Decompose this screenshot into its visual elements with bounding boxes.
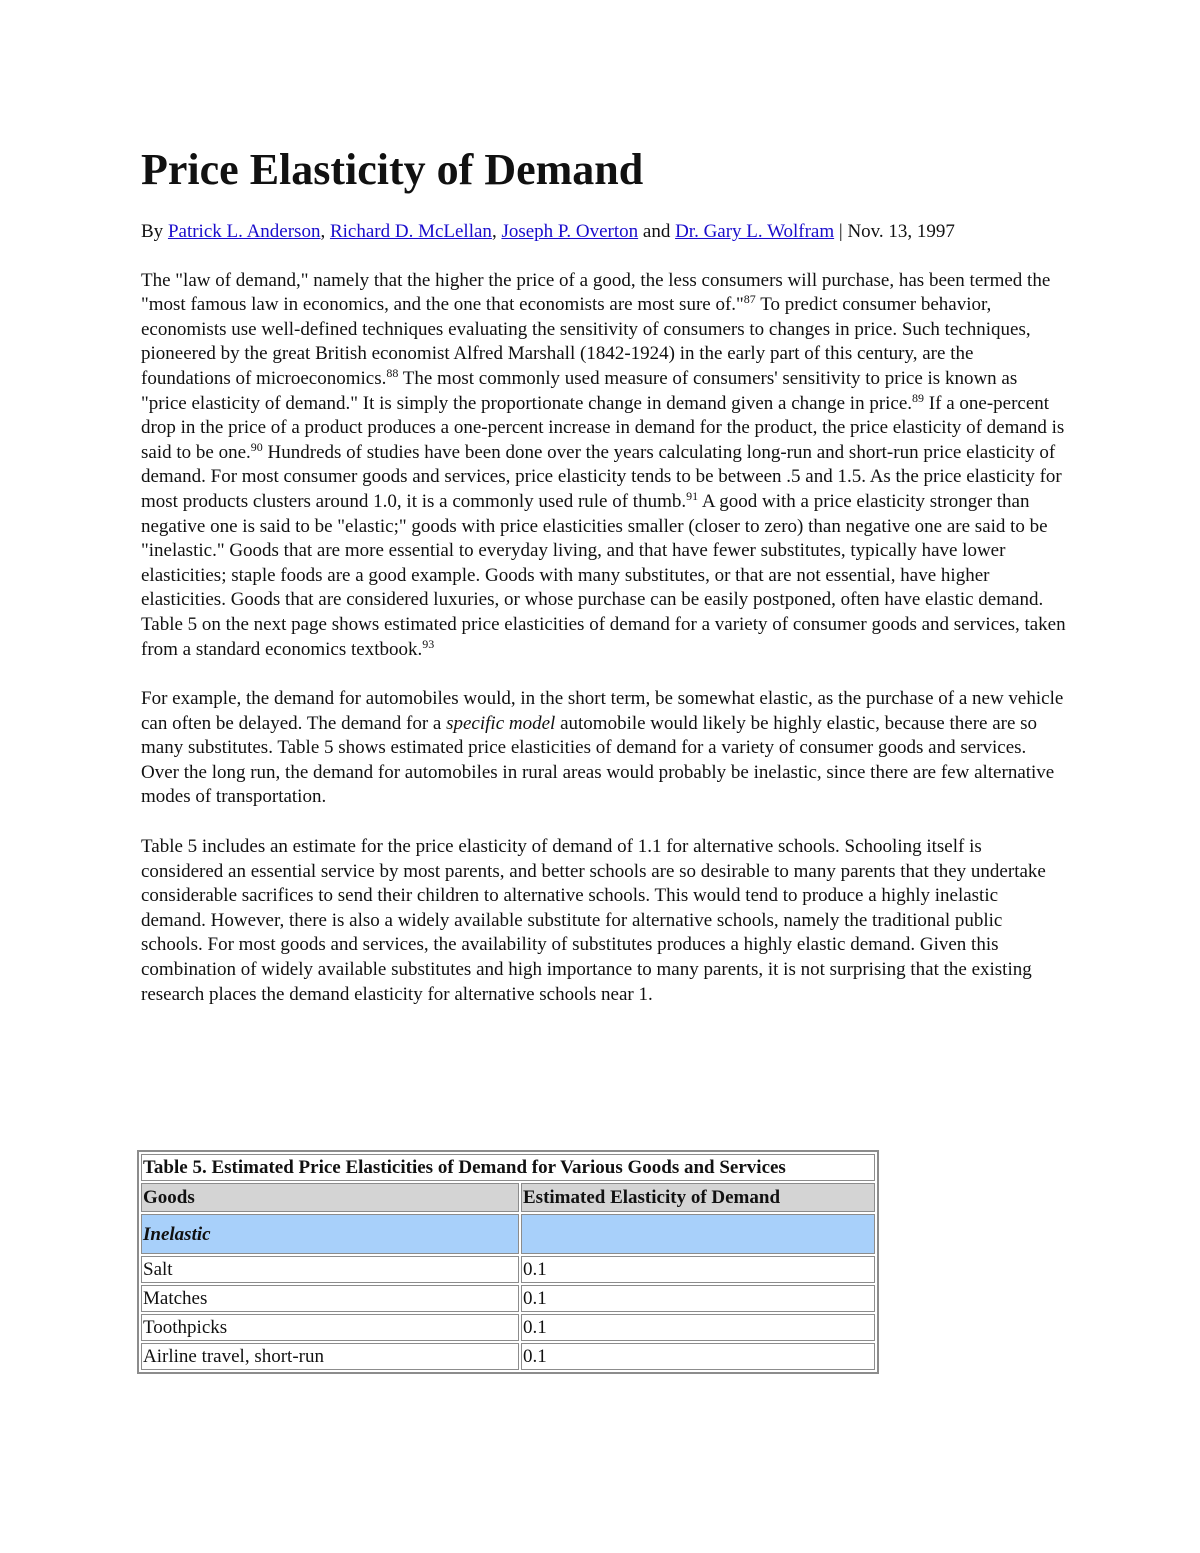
byline (141, 220, 1066, 245)
cell-good: Airline travel, short-run (141, 1343, 519, 1370)
footnote-ref: 91 (686, 488, 699, 503)
footnote-ref: 87 (743, 292, 756, 307)
byline-separator: , (320, 221, 326, 242)
footnote-ref: 88 (386, 365, 399, 380)
table-row (141, 1256, 875, 1283)
emphasis-text: specific model (446, 712, 556, 734)
paragraph-text: automobile would likely be highly elastic, because there are so many substitutes. Table 5 shows estimated price elasticities of demand for a variety of consumer goods and services. Over the long run, the demand for automobiles in rural areas would probably be inelastic, since there are few alternative modes of transportation. (141, 712, 1055, 808)
paragraph-automobile-example (141, 687, 1066, 810)
paragraph-alternative-schools: Table 5 includes an estimate for the price elasticity of demand of 1.1 for alternative schools. Schooling itself is considered an essential service by most parents, and better schools are so desirable to many parents that they undertake considerable sacrifices to send their children to alternative schools. This would tend to produce a highly inelastic demand. However, there is also a widely available substitute for alternative schools, namely the traditional public schools. For most goods and services, the availability of substitutes produces a highly elastic demand. Given this combination of widely available substitutes and high importance to many parents, it is not surprising that the existing research places the demand elasticity for alternative schools near 1. (141, 836, 1046, 1005)
byline-separator: , (491, 221, 497, 242)
cell-elasticity: 0.1 (521, 1343, 875, 1370)
cell-good: Matches (141, 1285, 519, 1312)
footnote-ref: 93 (422, 636, 435, 651)
author-link-overton[interactable]: Joseph P. Overton (501, 221, 639, 242)
paragraph-text: A good with a price elasticity stronger than negative one is said to be "elastic;" goods with price elasticities smaller (closer to zero) than negative one are said to be "inelastic." Goods that are more essential to everyday living, and that have fewer substitutes, typically have lower elasticities; staple foods are a good example. Goods with many substitutes, or that are not essential, have higher elasticities. Goods that are considered luxuries, or whose purchase can be easily postponed, often have elastic demand. Table 5 on the next page shows estimated price elasticities of demand for a variety of consumer goods and services, taken from a standard economics textbook. (141, 490, 1066, 660)
cell-elasticity: 0.1 (521, 1285, 875, 1312)
paragraph-text: The most commonly used measure of consumers' sensitivity to price is known as "price elasticity of demand." It is simply the proportionate change in demand given a change in price. (141, 367, 1018, 414)
byline-and: and (642, 221, 671, 242)
cell-good: Salt (141, 1256, 519, 1283)
author-link-wolfram[interactable]: Dr. Gary L. Wolfram (675, 221, 835, 242)
table-caption: Table 5. Estimated Price Elasticities of Demand for Various Goods and Services (141, 1154, 875, 1181)
elasticity-table (137, 1150, 879, 1374)
publish-date: | Nov. 13, 1997 (838, 221, 955, 242)
table-row (141, 1285, 875, 1312)
cell-elasticity: 0.1 (521, 1314, 875, 1341)
paragraph-text: The "law of demand," namely that the higher the price of a good, the less consumers will purchase, has been termed the "most famous law in economics, and the one that economists are most sure of." (141, 269, 1051, 316)
article (141, 140, 1066, 1032)
page-title: Price Elasticity of Demand (141, 145, 644, 194)
table-caption-row (141, 1154, 875, 1181)
footnote-ref: 90 (250, 439, 263, 454)
footnote-ref: 89 (912, 390, 925, 405)
paragraph-text: For example, the demand for automobiles would, in the short term, be somewhat elastic, as the purchase of a new vehicle can often be delayed. The demand for a (141, 688, 1064, 734)
table-group-row (141, 1214, 875, 1254)
table-header-row (141, 1183, 875, 1212)
cell-good: Toothpicks (141, 1314, 519, 1341)
group-label-inelastic: Inelastic (141, 1214, 519, 1254)
author-link-anderson[interactable]: Patrick L. Anderson (167, 221, 321, 242)
paragraph-law-of-demand (141, 269, 1066, 663)
cell-elasticity: 0.1 (521, 1256, 875, 1283)
author-link-mclellan[interactable]: Richard D. McLellan (329, 221, 492, 242)
column-header-goods: Goods (141, 1183, 519, 1212)
paragraph-text: Hundreds of studies have been done over the years calculating long-run and short-run price elasticity of demand. For most consumer goods and services, price elasticity tends to be between .5 and 1.5. As the price elasticity for most products clusters around 1.0, it is a commonly used rule of thumb. (141, 441, 1062, 512)
byline-prefix: By (141, 221, 164, 242)
paragraph-text: If a one-percent drop in the price of a product produces a one-percent increase in demand for the product, the price elasticity of demand is said to be one. (141, 392, 1065, 463)
group-empty-cell (521, 1214, 875, 1254)
table-row (141, 1343, 875, 1370)
paragraph-text: To predict consumer behavior, economists use well-defined techniques evaluating the sensitivity of consumers to changes in price. Such techniques, pioneered by the great British economist Alfred Marshall (1842-1924) in the early part of this century, are the foundations of microeconomics. (141, 294, 1031, 389)
table-row (141, 1314, 875, 1341)
column-header-elasticity: Estimated Elasticity of Demand (521, 1183, 875, 1212)
